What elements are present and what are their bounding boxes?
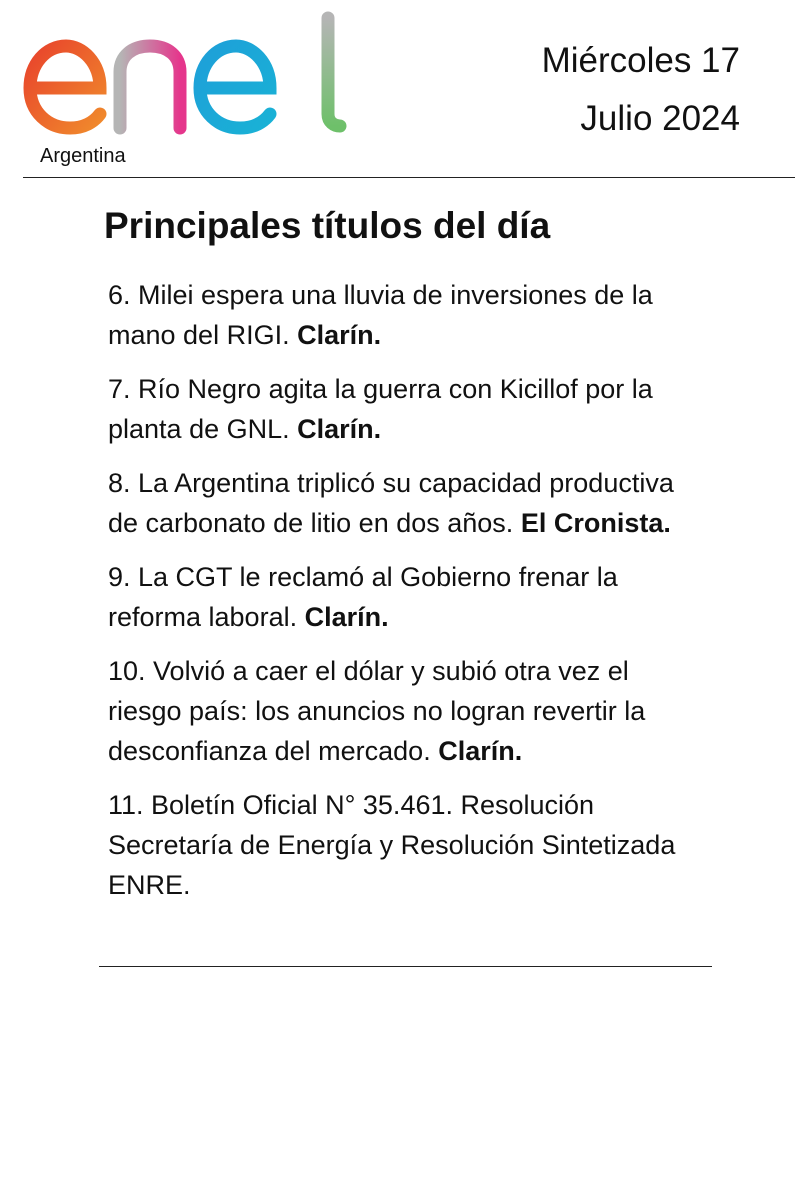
header-divider xyxy=(23,177,795,178)
date-month-year: Julio 2024 xyxy=(580,99,740,138)
headline-text: 6. Milei espera una lluvia de inversiones de la mano del RIGI. xyxy=(108,280,653,350)
headline-source: Clarín. xyxy=(297,320,382,350)
footer-divider xyxy=(99,966,712,967)
enel-logo-mark xyxy=(22,10,352,135)
headline-text: 11. Boletín Oficial N° 35.461. Resolución Secretaría de Energía y Resolución Sintetizada ENRE. xyxy=(108,790,676,900)
headline-source: El Cronista. xyxy=(520,508,671,538)
date-block xyxy=(542,32,740,148)
headline-item xyxy=(108,275,708,355)
headline-item xyxy=(108,557,708,637)
headline-item xyxy=(108,463,708,543)
headline-source: Clarín. xyxy=(297,414,382,444)
date-weekday-day: Miércoles 17 xyxy=(541,41,740,80)
headline-item xyxy=(108,369,708,449)
headline-item xyxy=(108,651,708,771)
headline-list xyxy=(108,275,708,919)
page-title: Principales títulos del día xyxy=(104,205,551,246)
headline-source: Clarín. xyxy=(438,736,523,766)
headline-item xyxy=(108,785,708,905)
headline-text: 8. La Argentina triplicó su capacidad productiva de carbonato de litio en dos años. xyxy=(108,468,674,538)
headline-text: 7. Río Negro agita la guerra con Kicillof por la planta de GNL. xyxy=(108,374,653,444)
headline-source: Clarín. xyxy=(304,602,389,632)
headline-text: 10. Volvió a caer el dólar y subió otra vez el riesgo país: los anuncios no logran revertir la desconfianza del mercado. xyxy=(108,656,646,766)
country-label: Argentina xyxy=(40,145,126,167)
headline-text: 9. La CGT le reclamó al Gobierno frenar la reforma laboral. xyxy=(108,562,618,632)
enel-logo xyxy=(22,10,352,135)
